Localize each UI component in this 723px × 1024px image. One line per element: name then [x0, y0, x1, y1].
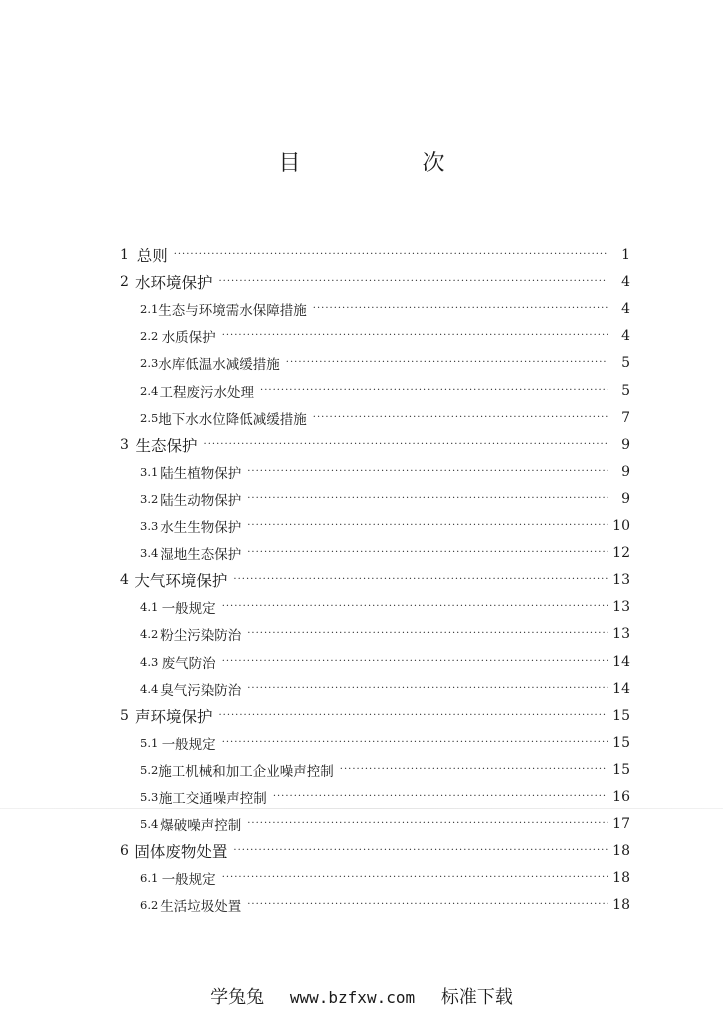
toc-leader-dots — [174, 244, 608, 266]
toc-entry-title: 水生生物保护 — [160, 520, 242, 536]
toc-entry-number: 3.1 — [140, 465, 159, 479]
toc-leader-dots — [273, 786, 608, 808]
toc-entry-number: 4.2 — [140, 627, 159, 641]
toc-entry-number: 3 — [120, 437, 129, 453]
toc-entry[interactable] — [120, 488, 630, 510]
toc-entry-number: 2.4 — [140, 384, 159, 398]
toc-entry-title: 水质保护 — [161, 330, 216, 346]
toc-entry[interactable] — [120, 515, 630, 537]
toc-entry-number: 4.3 — [140, 655, 159, 669]
toc-entry-title: 声环境保护 — [134, 708, 213, 726]
toc-entry[interactable] — [120, 380, 630, 402]
toc-entry-title: 水环境保护 — [134, 274, 213, 292]
toc-entry-title: 施工交通噪声控制 — [158, 791, 267, 807]
toc-entry-page: 13 — [612, 599, 630, 615]
toc-entry-number: 5.1 — [140, 736, 159, 750]
toc-entry-number: 2.2 — [140, 329, 159, 343]
toc-entry-page: 13 — [612, 572, 630, 588]
toc-entry-number: 5.3 — [140, 790, 159, 804]
toc-leader-dots — [222, 867, 608, 889]
toc-entry-page: 1 — [621, 247, 630, 263]
toc-entry-title: 生态与环境需水保障措施 — [158, 303, 307, 319]
toc-entry-number: 2.3 — [140, 356, 159, 370]
toc-entry-page: 5 — [621, 355, 630, 371]
toc-leader-dots — [313, 298, 608, 320]
toc-entry-page: 18 — [612, 843, 630, 859]
toc-entry-number: 5 — [120, 708, 129, 724]
toc-entry-title: 生活垃圾处置 — [160, 899, 242, 915]
toc-entry-page: 17 — [612, 816, 630, 832]
toc-entry[interactable] — [120, 434, 630, 456]
toc-entry-title: 陆生植物保护 — [160, 466, 242, 482]
toc-entry[interactable] — [120, 759, 630, 781]
page-title: 目 次 — [278, 151, 495, 176]
toc-entry-page: 7 — [621, 410, 630, 426]
toc-leader-dots — [218, 705, 608, 727]
toc-entry-page: 15 — [612, 762, 630, 778]
toc-leader-dots — [247, 542, 608, 564]
toc-entry-page: 9 — [621, 491, 630, 507]
toc-entry-page: 12 — [612, 545, 630, 561]
toc-leader-dots — [222, 651, 608, 673]
toc-entry[interactable] — [120, 244, 630, 266]
toc-entry-page: 4 — [621, 301, 630, 317]
toc-entry-title: 大气环境保护 — [134, 572, 228, 590]
footer-url[interactable]: www.bzfxw.com — [289, 988, 416, 1007]
toc-leader-dots — [247, 488, 608, 510]
toc-entry-title: 地下水水位降低减缓措施 — [158, 412, 307, 428]
toc-entry-number: 4.1 — [140, 600, 159, 614]
toc-entry-page: 9 — [621, 437, 630, 453]
toc-entry[interactable] — [120, 813, 630, 835]
toc-entry-title: 固体废物处置 — [134, 843, 228, 861]
toc-entry[interactable] — [120, 325, 630, 347]
toc-leader-dots — [247, 678, 608, 700]
toc-entry-page: 5 — [621, 383, 630, 399]
toc-leader-dots — [233, 569, 608, 591]
toc-entry-page: 10 — [612, 518, 630, 534]
footer-site-name: 学兔兔 — [210, 987, 265, 1008]
toc-entry-title: 水库低温水减缓措施 — [158, 357, 280, 373]
footer-slogan: 标准下载 — [440, 987, 513, 1008]
scan-artifact-line — [0, 808, 723, 809]
toc-entry[interactable] — [120, 352, 630, 374]
toc-entry[interactable] — [120, 867, 630, 889]
toc-entry-number: 3.3 — [140, 519, 159, 533]
toc-entry-title: 粉尘污染防治 — [160, 628, 242, 644]
toc-entry-title: 爆破噪声控制 — [160, 818, 242, 834]
toc-entry-page: 13 — [612, 626, 630, 642]
toc-entry-title: 臭气污染防治 — [160, 683, 242, 699]
toc-entry[interactable] — [120, 678, 630, 700]
toc-entry-title: 湿地生态保护 — [160, 547, 242, 563]
toc-entry-number: 1 — [120, 247, 129, 263]
toc-entry[interactable] — [120, 623, 630, 645]
toc-leader-dots — [247, 461, 608, 483]
toc-leader-dots — [222, 732, 608, 754]
toc-entry[interactable] — [120, 651, 630, 673]
toc-entry-number: 3.2 — [140, 492, 159, 506]
toc-entry-title: 生态保护 — [135, 437, 198, 455]
toc-entry[interactable] — [120, 542, 630, 564]
toc-leader-dots — [260, 380, 608, 402]
toc-entry[interactable] — [120, 894, 630, 916]
toc-entry-number: 2.1 — [140, 302, 159, 316]
toc-leader-dots — [247, 515, 608, 537]
toc-entry-number: 3.4 — [140, 546, 159, 560]
toc-entry[interactable] — [120, 298, 630, 320]
toc-entry-number: 4.4 — [140, 682, 159, 696]
toc-leader-dots — [222, 325, 608, 347]
toc-entry-page: 18 — [612, 870, 630, 886]
toc-entry-title: 一般规定 — [161, 601, 216, 617]
toc-leader-dots — [286, 352, 608, 374]
toc-leader-dots — [204, 434, 608, 456]
toc-leader-dots — [247, 813, 608, 835]
toc-entry-number: 5.4 — [140, 817, 159, 831]
toc-entry-title: 陆生动物保护 — [160, 493, 242, 509]
toc-entry[interactable] — [120, 786, 630, 808]
toc-entry[interactable] — [120, 732, 630, 754]
footer-watermark — [0, 983, 723, 1009]
toc-leader-dots — [340, 759, 608, 781]
toc-entry-page: 9 — [621, 464, 630, 480]
toc-leader-dots — [222, 596, 608, 618]
toc-entry[interactable] — [120, 271, 630, 293]
toc-entry-page: 4 — [621, 328, 630, 344]
toc-leader-dots — [233, 840, 608, 862]
toc-entry-number: 2.5 — [140, 411, 159, 425]
toc-entry-number: 5.2 — [140, 763, 159, 777]
toc-leader-dots — [247, 894, 608, 916]
toc-entry-number: 4 — [120, 572, 129, 588]
toc-entry-number: 6.2 — [140, 898, 159, 912]
toc-entry-title: 施工机械和加工企业噪声控制 — [158, 764, 334, 780]
toc-entry-number: 2 — [120, 274, 129, 290]
toc-entry-page: 15 — [612, 708, 630, 724]
toc-leader-dots — [247, 623, 608, 645]
toc-entry-title: 工程废污水处理 — [159, 385, 255, 401]
toc-entry-number: 6.1 — [140, 871, 159, 885]
toc-leader-dots — [218, 271, 608, 293]
toc-entry-page: 14 — [612, 681, 630, 697]
toc-entry[interactable] — [120, 461, 630, 483]
toc-entry[interactable] — [120, 569, 630, 591]
toc-entry-page: 14 — [612, 654, 630, 670]
toc-entry-title: 总则 — [136, 247, 168, 265]
toc-entry-page: 4 — [621, 274, 630, 290]
toc-entry[interactable] — [120, 407, 630, 429]
toc-entry-title: 一般规定 — [161, 872, 216, 888]
toc-entry-page: 15 — [612, 735, 630, 751]
toc-entry-title: 废气防治 — [161, 656, 216, 672]
toc-entry[interactable] — [120, 705, 630, 727]
toc-entry-number: 6 — [120, 843, 129, 859]
toc-entry-page: 18 — [612, 897, 630, 913]
toc-entry[interactable] — [120, 596, 630, 618]
toc-entry[interactable] — [120, 840, 630, 862]
toc-entry-page: 16 — [612, 789, 630, 805]
toc-leader-dots — [313, 407, 608, 429]
toc-entry-title: 一般规定 — [161, 737, 216, 753]
